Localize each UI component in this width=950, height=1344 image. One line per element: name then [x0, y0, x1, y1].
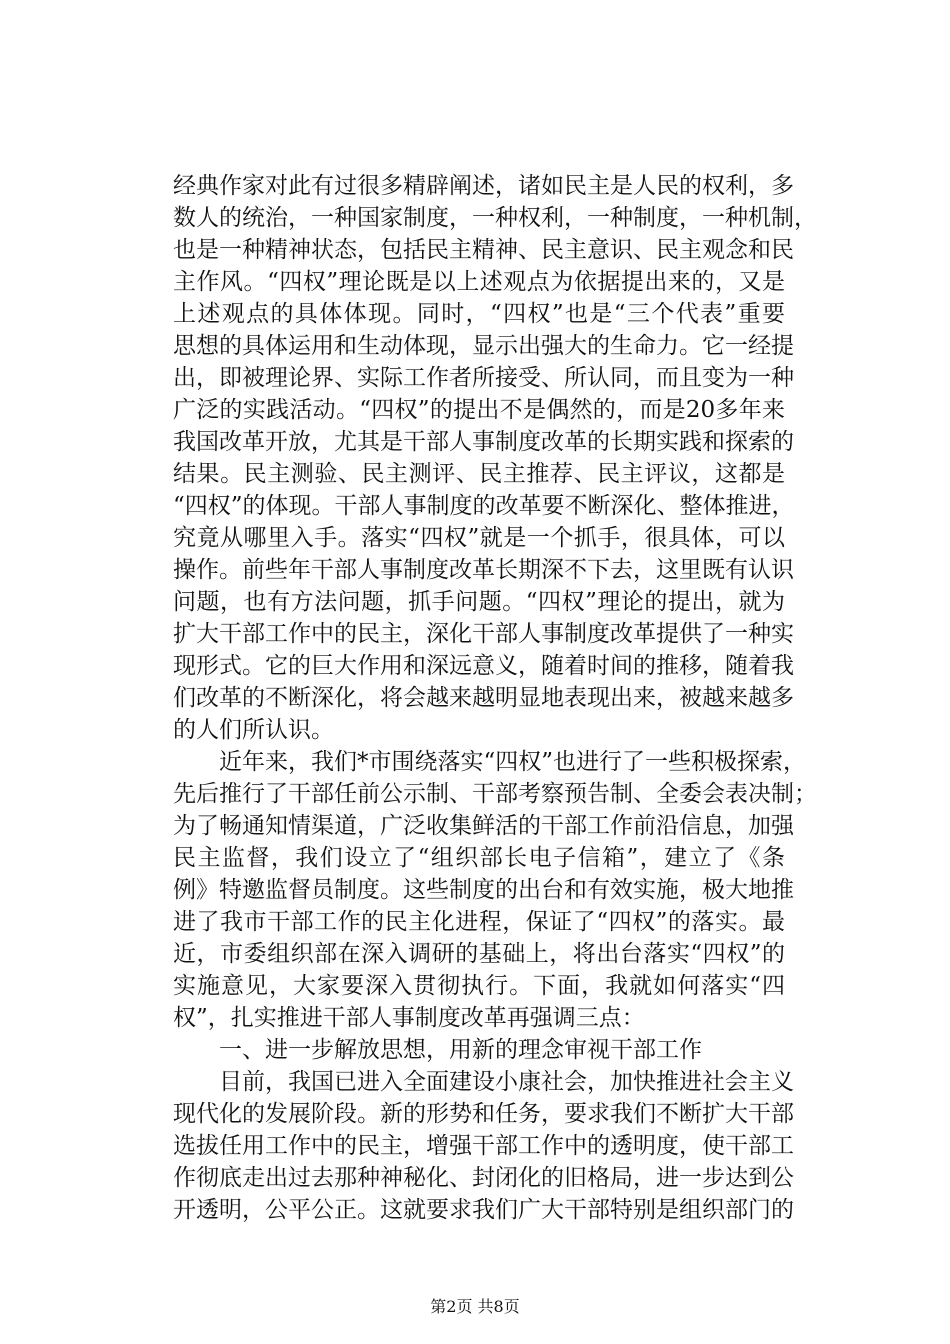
text-line: 经典作家对此有过很多精辟阐述，诸如民主是人民的权利，多 [173, 173, 794, 199]
text-line: 近，市委组织部在深入调研的基础上，将出台落实“四权”的 [173, 941, 785, 967]
text-line: 例》特邀监督员制度。这些制度的出台和有效实施，极大地推 [173, 877, 794, 903]
text-line: 为了畅通知情渠道，广泛收集鲜活的干部工作前沿信息，加强 [173, 813, 794, 839]
text-line: 权”，扎实推进干部人事制度改革再强调三点： [173, 1005, 645, 1031]
body-text [173, 170, 817, 1226]
text-line: 扩大干部工作中的民主，深化干部人事制度改革提供了一种实 [173, 621, 794, 647]
text-line: 结果。民主测验、民主测评、民主推荐、民主评议，这都是 [173, 461, 785, 487]
text-line: 上述观点的具体体现。同时，“四权”也是“三个代表”重要 [173, 301, 785, 327]
text-line: 出，即被理论界、实际工作者所接受、所认同，而且变为一种 [173, 365, 794, 391]
text-line: 操作。前些年干部人事制度改革长期深不下去，这里既有认识 [173, 557, 794, 583]
text-line: 也是一种精神状态，包括民主精神、民主意识、民主观念和民 [173, 237, 794, 263]
text-line: 作彻底走出过去那种神秘化、封闭化的旧格局，进一步达到公 [173, 1165, 794, 1191]
text-line: 现形式。它的巨大作用和深远意义，随着时间的推移，随着我 [173, 653, 794, 679]
text-line: 们改革的不断深化，将会越来越明显地表现出来，被越来越多 [173, 685, 794, 711]
text-line: 目前，我国已进入全面建设小康社会，加快推进社会主义 [173, 1069, 794, 1095]
text-line: 一、进一步解放思想，用新的理念审视干部工作 [173, 1037, 702, 1063]
text-line: 开透明，公平公正。这就要求我们广大干部特别是组织部门的 [173, 1197, 794, 1223]
page-footer: 第2页 共8页 [430, 1297, 520, 1316]
text-line: 现代化的发展阶段。新的形势和任务，要求我们不断扩大干部 [173, 1101, 794, 1127]
text-line: 主作风。“四权”理论既是以上述观点为依据提出来的，又是 [173, 269, 785, 295]
text-line: 问题，也有方法问题，抓手问题。“四权”理论的提出，就为 [173, 589, 785, 615]
text-line: “四权”的体现。干部人事制度的改革要不断深化、整体推进， [173, 493, 795, 519]
text-line: 广泛的实践活动。“四权”的提出不是偶然的，而是20多年来 [173, 397, 785, 423]
text-line: 近年来，我们*市围绕落实“四权”也进行了一些积极探索， [173, 749, 807, 775]
text-line: 先后推行了干部任前公示制、干部考察预告制、全委会表决制； [173, 781, 817, 807]
text-line: 民主监督，我们设立了“组织部长电子信箱”，建立了《条 [173, 845, 785, 871]
text-line: 的人们所认识。 [173, 717, 334, 743]
text-line: 数人的统治，一种国家制度，一种权利，一种制度，一种机制， [173, 205, 817, 231]
text-line: 实施意见，大家要深入贯彻执行。下面，我就如何落实“四 [173, 973, 785, 999]
text-line: 思想的具体运用和生动体现，显示出强大的生命力。它一经提 [173, 333, 794, 359]
text-line: 我国改革开放，尤其是干部人事制度改革的长期实践和探索的 [173, 429, 794, 455]
text-line: 选拔任用工作中的民主，增强干部工作中的透明度，使干部工 [173, 1133, 794, 1159]
text-line: 进了我市干部工作的民主化进程，保证了“四权”的落实。最 [173, 909, 785, 935]
text-line: 究竟从哪里入手。落实“四权”就是一个抓手，很具体，可以 [173, 525, 785, 551]
